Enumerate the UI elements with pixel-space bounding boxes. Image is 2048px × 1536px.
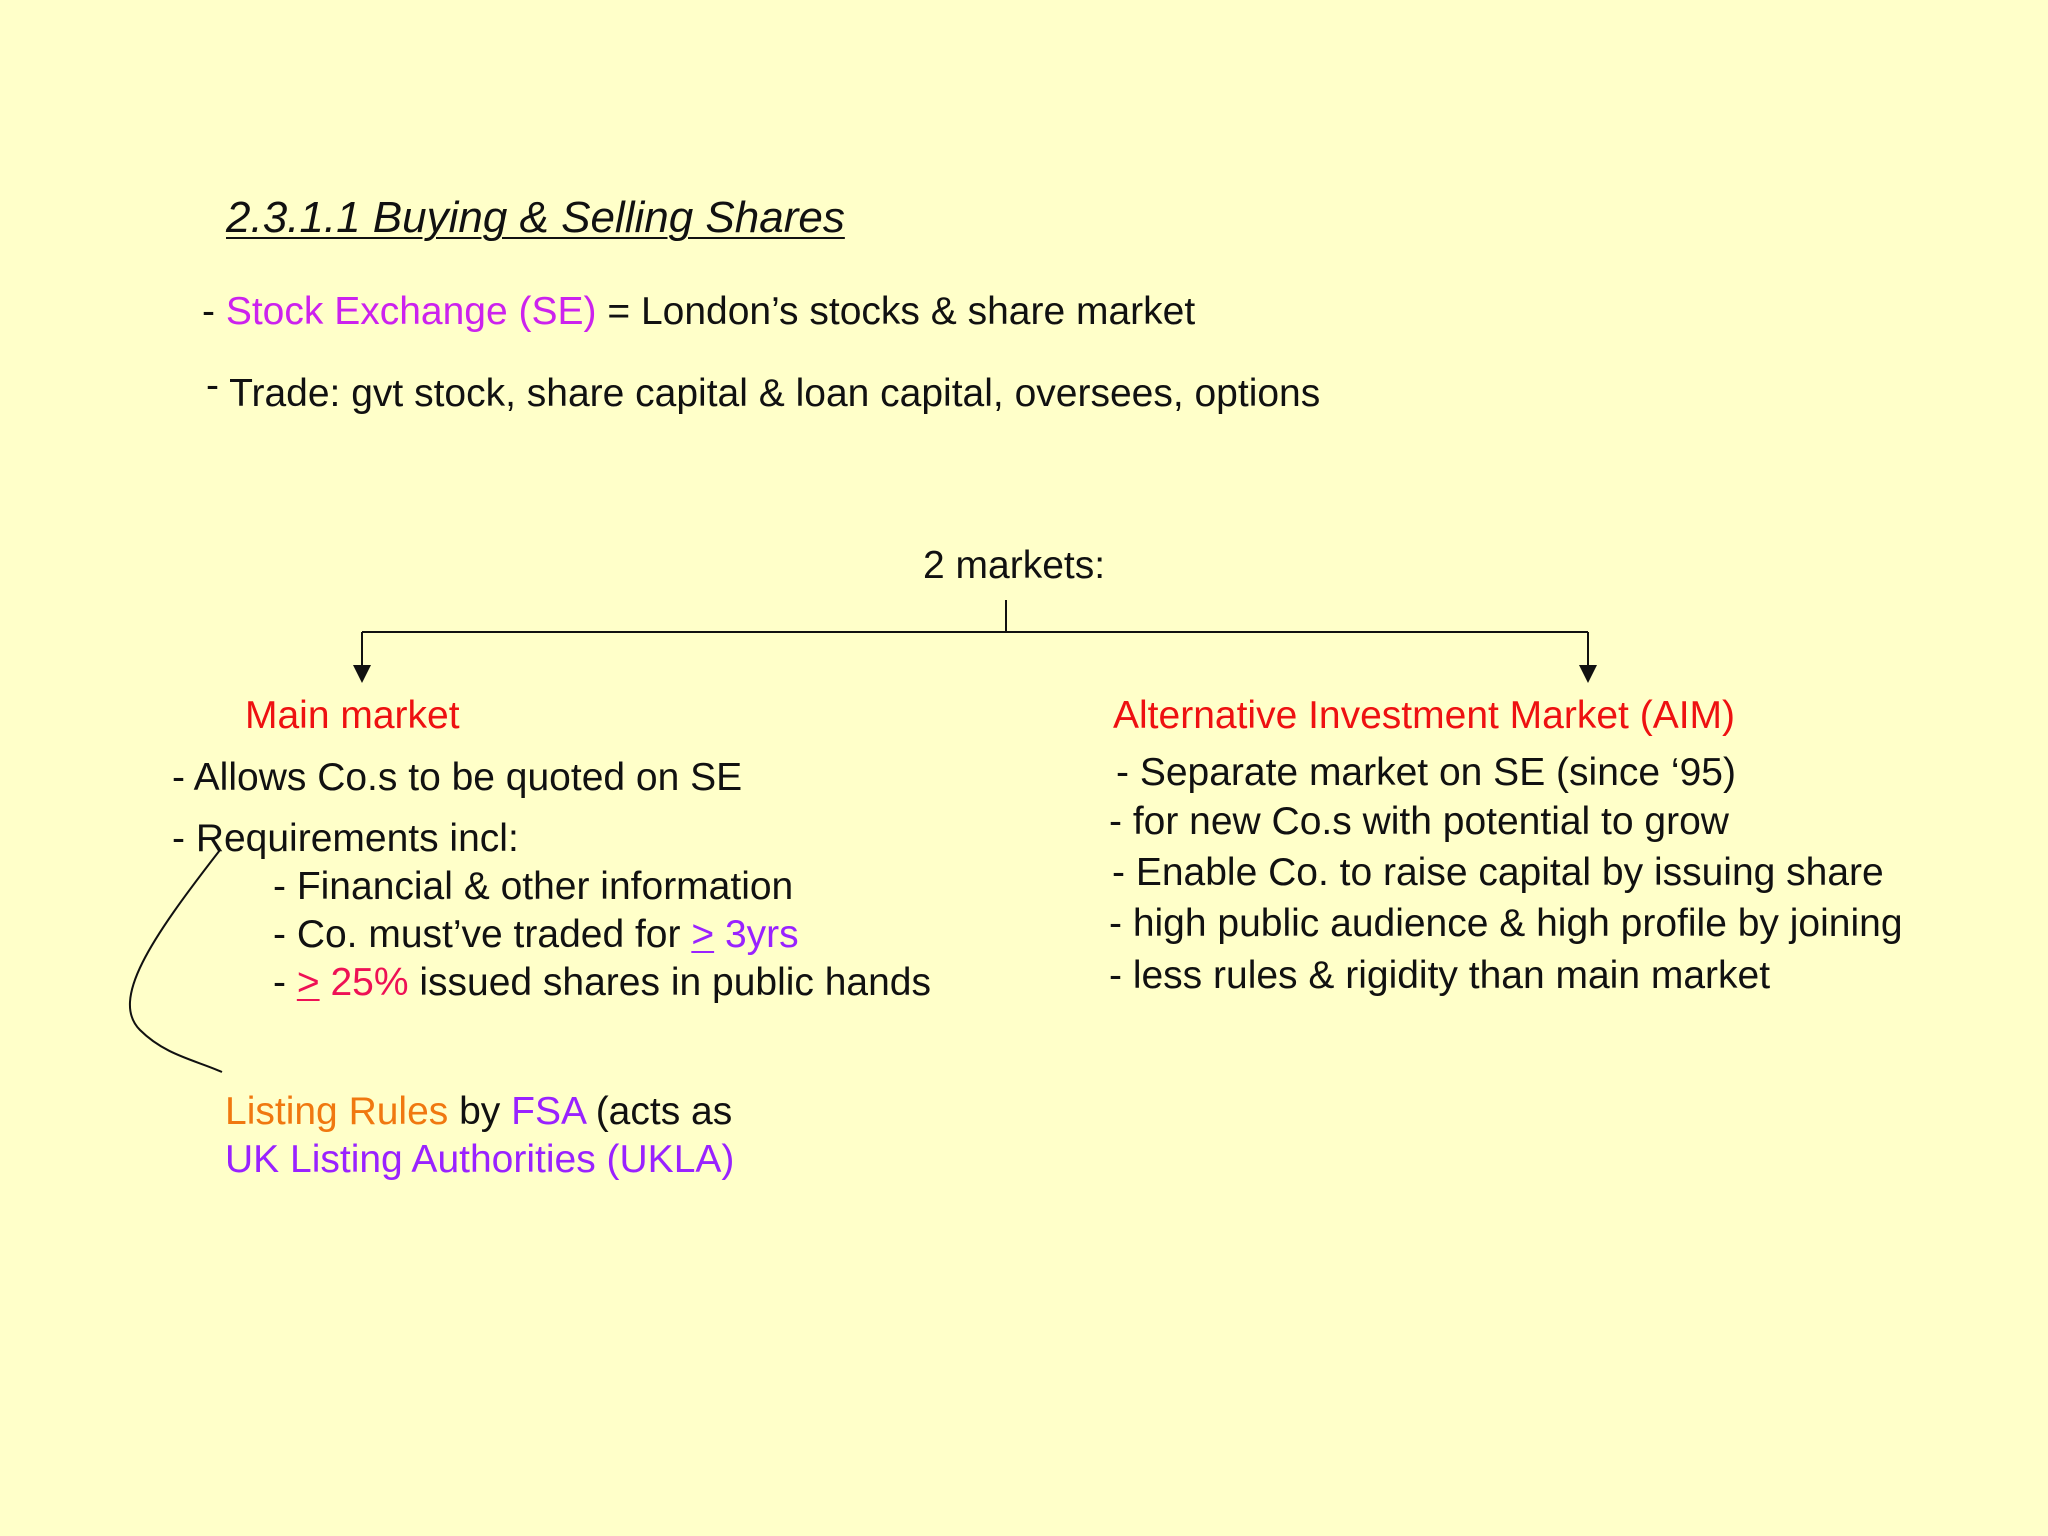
requirement-public-shares <box>273 963 931 1002</box>
main-market-bullet-quoted: - Allows Co.s to be quoted on SE <box>172 756 743 799</box>
requirement-trading-years <box>273 915 799 954</box>
note-by: by <box>448 1090 512 1133</box>
aim-item: - high public audience & high profile by joining <box>1109 902 1903 945</box>
requirement-public-rest: issued shares in public hands <box>408 961 931 1004</box>
trading-years-value: 3yrs <box>714 913 799 956</box>
greater-equal-symbol: > <box>691 913 715 956</box>
stock-exchange-meaning: = London’s stocks & share market <box>596 290 1196 333</box>
diagram-root-label: 2 markets: <box>923 544 1106 587</box>
bullet-dash: - <box>202 290 226 333</box>
bullet-dash: - <box>206 364 230 407</box>
aim-heading: Alternative Investment Market (AIM) <box>1113 694 1736 737</box>
public-shares-value: 25% <box>319 961 409 1004</box>
stock-exchange-term: Stock Exchange (SE) <box>225 290 597 333</box>
aim-item: - Separate market on SE (since ‘95) <box>1116 751 1736 794</box>
trade-text: Trade: gvt stock, share capital & loan capital, oversees, options <box>229 372 1321 415</box>
main-market-heading: Main market <box>245 694 460 737</box>
listing-rules-note-line1 <box>225 1092 732 1131</box>
requirement-financial-info: - Financial & other information <box>273 865 794 908</box>
arrow-left-head <box>353 665 371 683</box>
aim-item: - Enable Co. to raise capital by issuing share <box>1112 851 1884 894</box>
fsa-term: FSA <box>511 1090 585 1133</box>
note-acts-as: (acts as <box>584 1090 733 1133</box>
listing-rules-term: Listing Rules <box>225 1090 449 1133</box>
slide-title: 2.3.1.1 Buying & Selling Shares <box>226 193 845 242</box>
main-market-bullet-requirements: - Requirements incl: <box>172 817 519 860</box>
requirement-trading-prefix: - Co. must’ve traded for <box>273 913 692 956</box>
aim-item: - less rules & rigidity than main market <box>1109 954 1771 997</box>
listing-rules-curve <box>130 850 222 1072</box>
greater-equal-symbol: > <box>296 961 320 1004</box>
arrow-right-head <box>1579 665 1597 683</box>
aim-item: - for new Co.s with potential to grow <box>1109 800 1729 843</box>
listing-rules-note-line2: UK Listing Authorities (UKLA) <box>225 1138 735 1181</box>
requirement-public-prefix: - <box>273 961 297 1004</box>
